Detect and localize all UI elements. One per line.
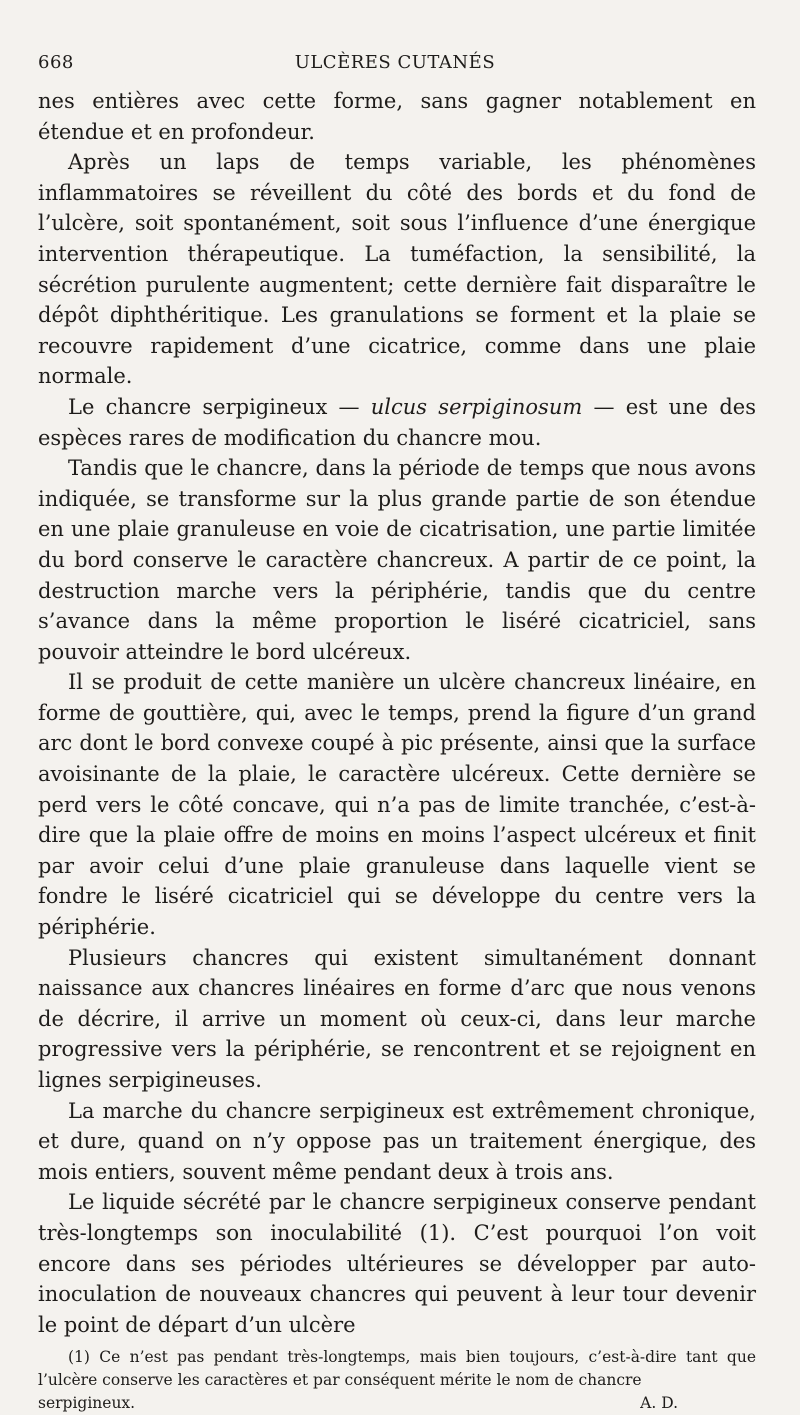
footnote-last-line: serpigineux. bbox=[38, 1394, 136, 1413]
footnote-signature: A. D. bbox=[640, 1394, 678, 1413]
paragraph-2: Après un laps de temps variable, les phénomènes inflammatoires se réveillent du côté des bords et du fond de l’ulcère, soit spontanément, soit sous l’influence d’une énergique intervention thérapeutique. La tuméfaction, la sensibilité, la sécrétion purulente augmentent; cette dernière fait disparaître le dépôt diphthéritique. Les granulations se forment et la plaie se recouvre rapidement d’une cicatrice, comme dans une plaie normale. bbox=[38, 150, 756, 389]
book-page bbox=[38, 52, 756, 1415]
page-header bbox=[38, 52, 756, 86]
footnote-text: (1) Ce n’est pas pendant très-longtemps, mais bien toujours, c’est-à-dire tant que l’ulcère conserve les caractères et par conséquent mérite le nom de chancre bbox=[38, 1348, 756, 1390]
running-title: ULCÈRES CUTANÉS bbox=[294, 52, 496, 73]
paragraph-8: Le liquide sécrété par le chancre serpigineux conserve pendant très-longtemps son inoculabilité (1). C’est pourquoi l’on voit encore dans ses périodes ultérieures se développer par auto-inoculation de nouveaux chancres qui peuvent à leur tour devenir le point de départ d’un ulcère bbox=[38, 1190, 756, 1337]
paragraph-6: Plusieurs chancres qui existent simultanément donnant naissance aux chancres linéaires en forme d’arc que nous venons de décrire, il arrive un moment où ceux-ci, dans leur marche progressive vers la périphérie, se rencontrent et se rejoignent en lignes serpigineuses. bbox=[38, 945, 756, 1092]
paragraph-3-after: — est une des espèces rares de modification du chancre mou. bbox=[38, 394, 756, 450]
paragraph-7: La marche du chancre serpigineux est extrêmement chronique, et dure, quand on n’y oppose pas un traitement énergique, des mois entiers, souvent même pendant deux à trois ans. bbox=[38, 1098, 756, 1184]
paragraph-3 bbox=[38, 392, 756, 453]
paragraph-3-italic: ulcus serpiginosum bbox=[370, 394, 583, 419]
footnote-signature-line bbox=[38, 1392, 756, 1415]
body-text bbox=[38, 86, 756, 1340]
paragraph-5: Il se produit de cette manière un ulcère chancreux linéaire, en forme de gouttière, qui, avec le temps, prend la figure d’un grand arc dont le bord convexe coupé à pic présente, ainsi que la surface avoisinante de la plaie, le caractère ulcéreux. Cette dernière se perd vers le côté concave, qui n’a pas de limite tranchée, c’est-à-dire que la plaie offre de moins en moins l’aspect ulcéreux et finit par avoir celui d’une plaie granuleuse dans laquelle vient se fondre le liséré cicatriciel qui se développe du centre vers la périphérie. bbox=[38, 670, 756, 940]
page-number: 668 bbox=[38, 52, 74, 73]
paragraph-4: Tandis que le chancre, dans la période de temps que nous avons indiquée, se transforme sur la plus grande partie de son étendue en une plaie granuleuse en voie de cicatrisation, une partie limitée du bord conserve le caractère chancreux. A partir de ce point, la destruction marche vers la périphérie, tandis que du centre s’avance dans la même proportion le liséré cicatriciel, sans pouvoir atteindre le bord ulcéreux. bbox=[38, 456, 756, 664]
paragraph-3-before: Le chancre serpigineux — bbox=[68, 394, 371, 419]
paragraph-1: nes entières avec cette forme, sans gagner notablement en étendue et en profondeur. bbox=[38, 89, 756, 144]
